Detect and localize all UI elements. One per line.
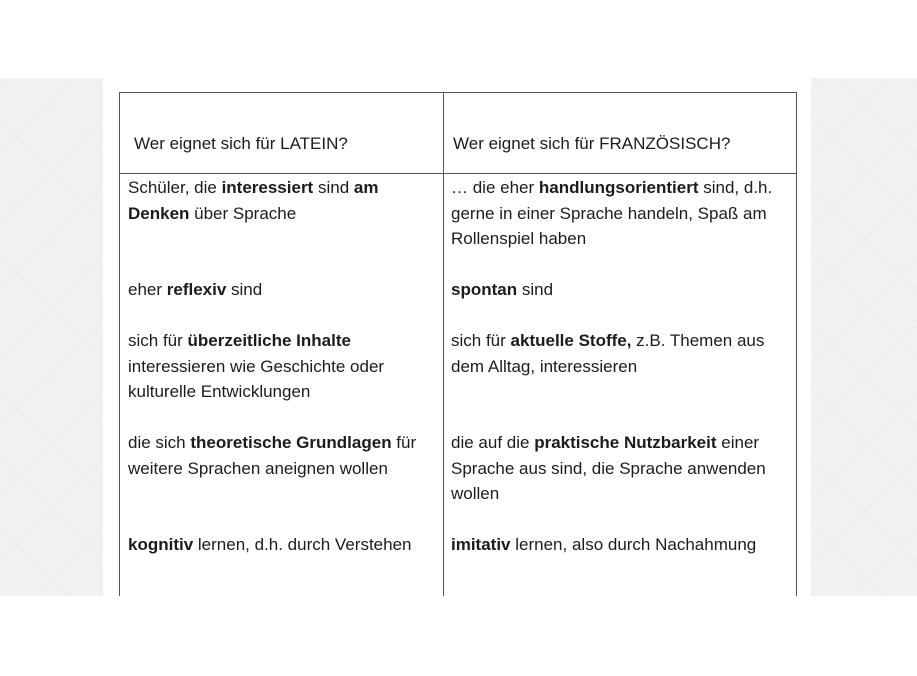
latin-column xyxy=(128,175,438,609)
column-divider xyxy=(443,93,444,596)
cell-text: sich für xyxy=(128,331,188,350)
bold-text: theoretische Grundlagen xyxy=(190,433,392,452)
cell-text: sich für xyxy=(451,331,511,350)
cell-text: die auf die xyxy=(451,433,535,452)
cell-text: die sich xyxy=(128,433,191,452)
bold-text: handlungsorientiert xyxy=(538,178,699,197)
cell-text: über Sprache xyxy=(189,203,297,223)
bold-text: überzeitliche Inhalte xyxy=(187,331,351,350)
cell-text: z.B. Themen aus dem Alltag, interessieren xyxy=(451,331,765,376)
cell-text: Schüler, die xyxy=(128,178,222,197)
latin-cell xyxy=(128,328,438,405)
cell-text: lernen, also durch Nachahmung xyxy=(510,535,757,554)
french-cell xyxy=(451,175,791,252)
bold-text: aktuelle Stoffe, xyxy=(510,331,632,350)
header-latin: Wer eignet sich für LATEIN? xyxy=(134,134,348,153)
latin-cell xyxy=(128,430,438,507)
french-column xyxy=(451,175,791,609)
bold-text: spontan xyxy=(451,280,518,299)
header-french: Wer eignet sich für FRANZÖSISCH? xyxy=(453,134,731,153)
cell-text: sind xyxy=(517,280,554,299)
cell-text: lernen, d.h. durch Verstehen xyxy=(193,535,412,554)
french-cell xyxy=(451,532,791,583)
comparison-table xyxy=(119,92,797,596)
cell-text: sind xyxy=(313,178,354,197)
latin-cell xyxy=(128,175,438,252)
cell-text: eher xyxy=(128,280,167,299)
cell-text: einer Sprache aus sind, die Sprache anwenden wollen xyxy=(451,433,766,503)
bold-text: am Denken xyxy=(128,178,379,223)
french-cell xyxy=(451,277,791,303)
french-cell xyxy=(451,328,791,405)
bold-text: praktische Nutzbarkeit xyxy=(534,433,717,452)
latin-cell xyxy=(128,277,438,303)
bold-text: interessiert xyxy=(221,178,314,197)
cell-text: interessieren wie Geschichte oder kulturelle Entwicklungen xyxy=(128,356,385,401)
french-cell xyxy=(451,430,791,507)
latin-cell xyxy=(128,532,438,583)
bold-text: imitativ xyxy=(451,535,511,554)
header-divider xyxy=(120,173,796,174)
bold-text: kognitiv xyxy=(128,535,194,554)
cell-text: … die eher xyxy=(451,178,539,197)
bold-text: reflexiv xyxy=(166,280,227,299)
cell-text: sind, d.h. gerne in einer Sprache handeln, Spaß am Rollenspiel haben xyxy=(451,178,773,248)
cell-text: für weitere Sprachen aneignen wollen xyxy=(128,433,417,478)
cell-text: sind xyxy=(226,280,263,299)
